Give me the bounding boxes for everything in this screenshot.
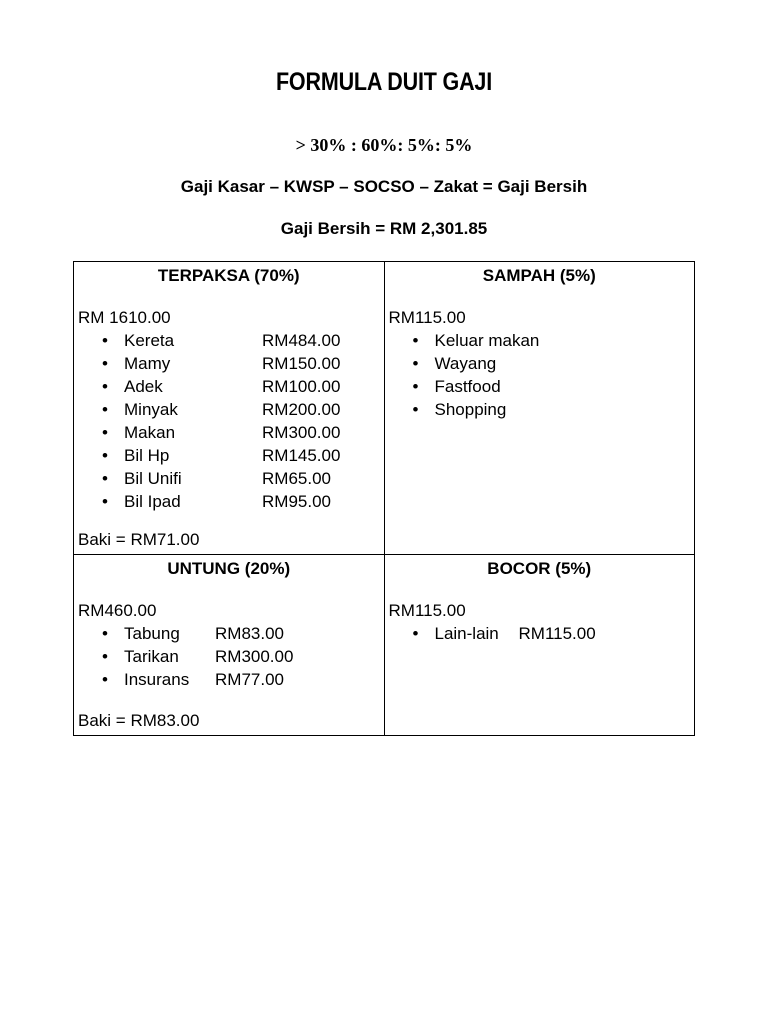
- list-item: [78, 622, 380, 645]
- budget-table: [73, 261, 695, 736]
- cell-untung: [74, 555, 385, 736]
- terpaksa-amount: RM 1610.00: [78, 308, 171, 327]
- untung-amount: RM460.00: [78, 601, 157, 620]
- list-item: [78, 421, 380, 444]
- sampah-amount: RM115.00: [388, 308, 466, 327]
- page-title: FORMULA DUIT GAJI: [275, 68, 493, 96]
- item-value: RM300.00: [215, 647, 294, 666]
- terpaksa-item-list: [78, 329, 380, 513]
- item-value: RM65.00: [262, 469, 331, 488]
- list-item: [389, 398, 691, 421]
- list-item: [78, 668, 380, 691]
- cell-sampah: [384, 262, 695, 555]
- budget-row-bottom: [74, 555, 695, 736]
- item-label: Insurans: [124, 670, 190, 689]
- list-item: [78, 352, 380, 375]
- item-value: RM115.00: [518, 624, 596, 643]
- list-item: [78, 490, 380, 513]
- sampah-item-list: [389, 329, 691, 421]
- item-label: Bil Unifi: [124, 469, 182, 488]
- bocor-heading: BOCOR (5%): [487, 559, 592, 578]
- item-value: RM95.00: [262, 492, 331, 511]
- item-value: RM77.00: [215, 670, 284, 689]
- item-label: Keluar makan: [434, 331, 540, 350]
- item-label: Tabung: [124, 624, 180, 643]
- item-label: Wayang: [434, 354, 497, 373]
- terpaksa-heading: TERPAKSA (70%): [157, 266, 300, 285]
- item-value: RM100.00: [262, 377, 341, 396]
- item-label: Lain-lain: [434, 624, 499, 643]
- bocor-amount: RM115.00: [388, 601, 466, 620]
- untung-balance: Baki = RM83.00: [78, 711, 200, 730]
- item-label: Bil Ipad: [124, 492, 181, 511]
- list-item: [78, 444, 380, 467]
- item-label: Kereta: [124, 331, 175, 350]
- list-item: [389, 622, 691, 645]
- cell-bocor: [384, 555, 695, 736]
- salary-formula: Gaji Kasar – KWSP – SOCSO – Zakat = Gaji Bersih: [180, 177, 588, 196]
- list-item: [78, 329, 380, 352]
- list-item: [389, 375, 691, 398]
- item-label: Shopping: [434, 400, 507, 419]
- list-item: [389, 329, 691, 352]
- sampah-heading: SAMPAH (5%): [482, 266, 596, 285]
- untung-item-list: [78, 622, 380, 691]
- bocor-item-list: [389, 622, 691, 645]
- cell-terpaksa: [74, 262, 385, 555]
- budget-row-top: [74, 262, 695, 555]
- item-value: RM484.00: [262, 331, 341, 350]
- list-item: [78, 398, 380, 421]
- list-item: [78, 467, 380, 490]
- list-item: [389, 352, 691, 375]
- net-salary: Gaji Bersih = RM 2,301.85: [280, 219, 488, 238]
- list-item: [78, 645, 380, 668]
- item-value: RM83.00: [215, 624, 284, 643]
- item-label: Fastfood: [434, 377, 501, 396]
- terpaksa-balance: Baki = RM71.00: [78, 530, 200, 549]
- item-label: Tarikan: [124, 647, 179, 666]
- item-value: RM200.00: [262, 400, 341, 419]
- item-label: Bil Hp: [124, 446, 170, 465]
- item-value: RM150.00: [262, 354, 341, 373]
- item-label: Adek: [124, 377, 163, 396]
- item-label: Mamy: [124, 354, 171, 373]
- untung-heading: UNTUNG (20%): [167, 559, 291, 578]
- list-item: [78, 375, 380, 398]
- item-label: Minyak: [124, 400, 178, 419]
- item-value: RM145.00: [262, 446, 341, 465]
- item-label: Makan: [124, 423, 176, 442]
- ratio-line: > 30% : 60%: 5%: 5%: [295, 135, 473, 155]
- item-value: RM300.00: [262, 423, 341, 442]
